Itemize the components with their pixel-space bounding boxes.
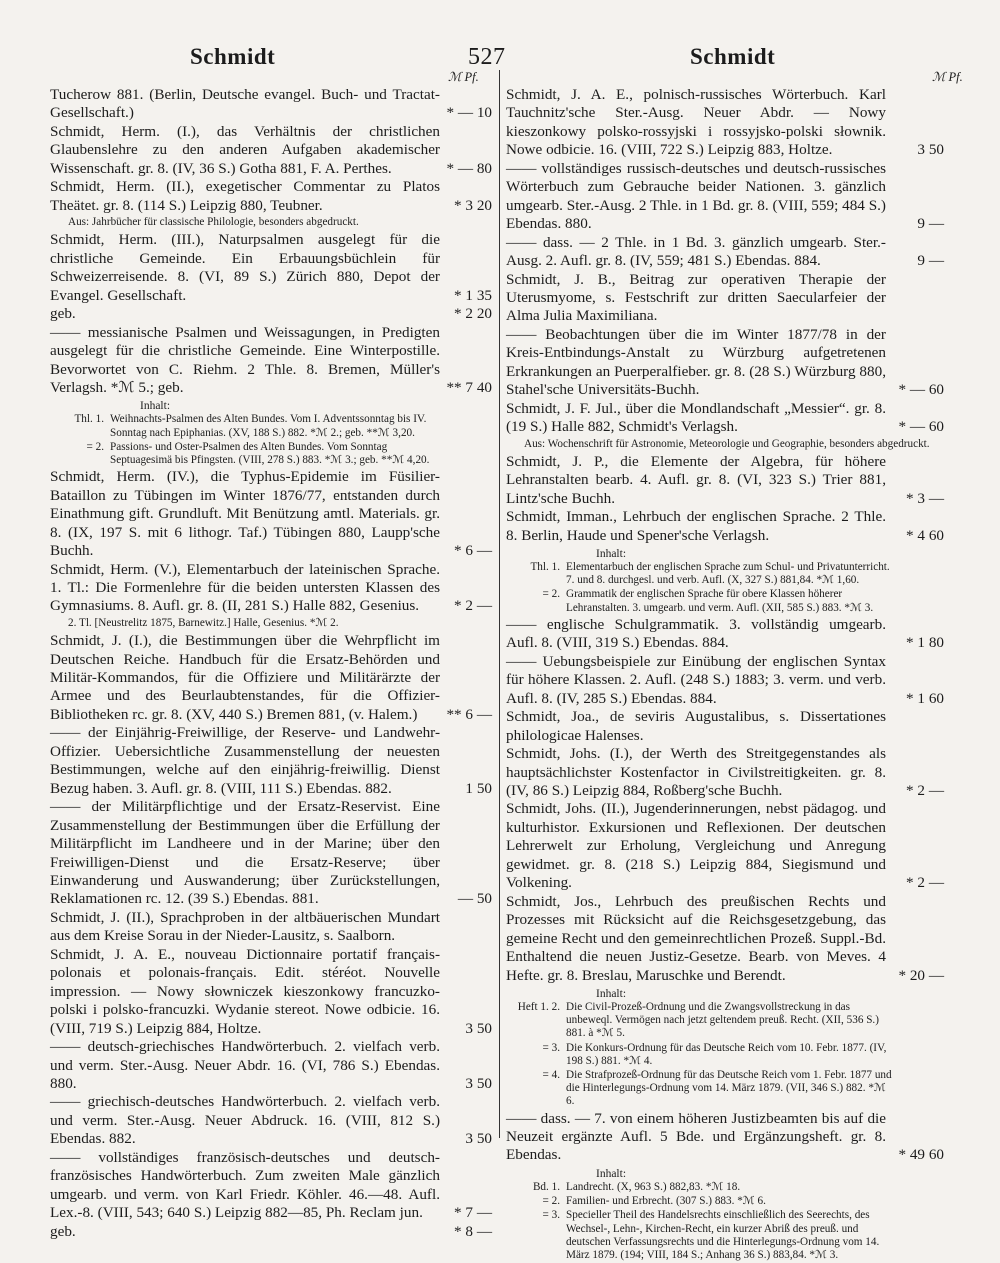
entry-text: —— dass. — 7. von einem höheren Justizbeamten bis auf die Neuzeit ergänzte Aufl. 5 Bde. und Ergänzungsheft. gr. 8. Ebendas. [506, 1109, 886, 1164]
bibliography-entry [506, 708, 944, 745]
contents-item-label: = 4. [542, 1068, 560, 1081]
bibliography-entry [50, 231, 492, 305]
entry-text: —— Beobachtungen über die im Winter 1877/78 in der Kreis-Entbindungs-Anstalt zu Würzburg aufgetretenen Erkrankungen an Puerperalfieber. gr. 8. (28 S.) Würzburg 880, Stahel'sche Universitäts-Buchh. [506, 325, 886, 399]
entry-text: Schmidt, Imman., Lehrbuch der englischen Sprache. 2 Thle. 8. Berlin, Haude und Spener'sche Verlagsh. [506, 508, 886, 544]
entry-text: Schmidt, Johs. (II.), Jugenderinnerungen, nebst pädagog. und kulturhistor. Exkursionen und Reflexionen. Der deutschen Lehrerwelt zur Erholung, Vergleichung und Anregung gewidmet. gr. 8. (218 S.) Leipzig 884, Siegismund und Volkening. [506, 800, 886, 892]
entry-price: — 50 [457, 890, 492, 908]
entry-price: * 6 — [454, 542, 492, 560]
entry-price: * 3 — [906, 489, 944, 507]
bibliography-entry [506, 653, 944, 708]
bibliography-entry [506, 616, 944, 653]
contents-item-text: Die Civil-Prozeß-Ordnung und die Zwangsvollstreckung in das unbeweql. Vermögen nach jetzt geltendem preuß. Recht. (XII, 536 S.) 881. à *ℳ 5. [566, 1000, 879, 1040]
contents-item-label: Thl. 1. [74, 413, 104, 426]
column-divider [499, 70, 500, 1138]
running-head-left: Schmidt [190, 44, 276, 69]
entry-text: —— messianische Psalmen und Weissagungen, in Predigten ausgelegt für die christliche Gemeinde. Eine Winterpostille. Bevorwortet von C. Riehm. 2 Thle. 8. Bremen, Müller's Verlagsh. *ℳ 5.; geb. [50, 323, 440, 396]
entry-text: —— griechisch-deutsches Handwörterbuch. 2. vielfach verb. und verm. Ster.-Ausg. Neuer Abdruck. 16. (VIII, 812 S.) Ebendas. 882. [50, 1093, 440, 1148]
entry-price: 3 50 [465, 1074, 492, 1092]
bibliography-entry [50, 1223, 492, 1241]
entry-price: * 20 — [898, 966, 944, 984]
bibliography-entry [50, 1038, 492, 1093]
entry-price: 3 50 [917, 141, 944, 159]
entry-text: —— Uebungsbeispiele zur Einübung der englischen Syntax für höhere Klassen. 2. Aufl. (248 S.) 1883; 3. verm. und verb. Aufl. 8. (IV, 285 S.) Ebendas. 884. [506, 652, 886, 707]
entry-text: —— vollständiges russisch-deutsches und deutsch-russisches Wörterbuch zum Gebrauche beider Nationen. 3. gänzlich umgearb. Ster.-Ausg. 2 Thle. in 1 Bd. gr. 8. (VIII, 559; 484 S.) Ebendas. 880. [506, 159, 886, 233]
bibliography-entry [506, 508, 944, 545]
entry-price: * 8 — [454, 1222, 492, 1240]
bibliography-entry [50, 1093, 492, 1148]
entry-text: Schmidt, J. F. Jul., über die Mondlandschaft „Messier“. gr. 8. (19 S.) Halle 882, Schmidt's Verlagsh. [506, 399, 886, 436]
entry-text: Schmidt, J. P., die Elemente der Algebra, für höhere Lehranstalten bearb. 4. Aufl. gr. 8. (VI, 323 S.) Trier 881, Lintz'sche Buchh. [506, 452, 886, 507]
bibliography-entry [506, 800, 944, 892]
contents-item [506, 1001, 944, 1041]
bibliography-entry [50, 305, 492, 323]
entry-text: Schmidt, Johs. (I.), der Werth des Streitgegenstandes als hauptsächlichster Kostenfactor in Civilstreitigkeiten. gr. 8. (IV, 86 S.) Leipzig 884, Roßberg'sche Buchh. [506, 745, 886, 799]
entry-text: Schmidt, Herm. (I.), das Verhältnis der christlichen Glaubenslehre zu den anderen Aufgaben akademischer Wissenschaft. gr. 8. (IV, 36 S.) Gotha 881, F. A. Perthes. [50, 122, 440, 177]
bibliography-entry [506, 234, 944, 271]
entry-text: Schmidt, Herm. (IV.), die Typhus-Epidemie im Füsilier-Bataillon zu Tübingen im Winter 1876/77, entstanden durch Einathmung gift. Grundluft. Mit Benützung amtl. Materials. gr. 8. (IX, 197 S. mit 6 lithogr. Taf.) Tübingen 880, Laupp'sche Buchh. [50, 468, 440, 560]
entry-price: * — 10 [446, 104, 492, 122]
entry-text: Schmidt, Herm. (V.), Elementarbuch der lateinischen Sprache. 1. Tl.: Die Formenlehre für die beiden untersten Klassen des Gymnasiums. 8. Aufl. gr. 8. (II, 281 S.) Halle 882, Gesenius. [50, 560, 440, 615]
entry-price: * 1 35 [454, 286, 492, 304]
entry-price: ** 6 — [446, 705, 492, 723]
entry-price: 9 — [917, 215, 944, 233]
bibliography-entry [50, 909, 492, 946]
contents-item [506, 1042, 944, 1068]
entry-text: Schmidt, J. B., Beitrag zur operativen Therapie der Uterusmyome, s. Festschrift zur dritten Saecularfeier der Alma Julia Maximiliana. [506, 270, 886, 325]
contents-item-text: Die Konkurs-Ordnung für das Deutsche Reich vom 10. Febr. 1877. (IV, 198 S.) 881. *ℳ 4. [566, 1041, 887, 1067]
entry-text: Schmidt, Herm. (II.), exegetischer Commentar zu Platos Theätet. gr. 8. (114 S.) Leipzig 880, Teubner. [50, 178, 440, 214]
bibliography-entry [50, 946, 492, 1038]
contents-item [50, 441, 492, 467]
contents-item-label: = 3. [542, 1209, 560, 1222]
entry-price: * 2 — [454, 597, 492, 615]
bibliography-entry [50, 178, 492, 215]
bibliography-entry [50, 798, 492, 909]
bibliography-entry [50, 561, 492, 616]
entry-note: Aus: Jahrbücher für classische Philologie, besonders abgedruckt. [68, 216, 359, 229]
entry-text: Schmidt, Herm. (III.), Naturpsalmen ausgelegt für die christliche Gemeinde. Ein Erbauungsbüchlein für Schweizerreisende. 8. (VI, 89 S.) Zürich 880, Depot der Evangel. Gesellschaft. [50, 231, 440, 304]
running-head-right: Schmidt [690, 44, 776, 69]
entry-text: —— dass. — 2 Thle. in 1 Bd. 3. gänzlich umgearb. Ster.-Ausg. 2. Aufl. gr. 8. (IV, 559; 481 S.) Ebendas. 884. [506, 233, 886, 270]
bibliography-entry [506, 326, 944, 400]
bibliography-entry [50, 123, 492, 178]
entry-price: * 1 80 [906, 634, 944, 652]
entry-price: * 4 60 [906, 526, 944, 544]
contents-item-text: Die Strafprozeß-Ordnung für das Deutsche Reich vom 1. Febr. 1877 und die Hinterlegungs-Ordnung vom 14. März 1879. (VII, 346 S.) 882. *ℳ 6. [566, 1068, 892, 1108]
entry-price: * — 60 [898, 418, 944, 436]
entry-text: geb. [50, 1222, 76, 1240]
contents-item [506, 561, 944, 587]
entry-text: —— deutsch-griechisches Handwörterbuch. 2. vielfach verb. und verm. Ster.-Ausg. Neuer Abdr. 16. (VI, 786 S.) Ebendas. 880. [50, 1038, 440, 1092]
entry-text: geb. [50, 305, 76, 323]
bibliography-entry [506, 893, 944, 985]
contents-item-text: Specieller Theil des Handelsrechts einschließlich des Seerechts, des Wechsel-, Lehn-, Kirchen-Recht, ein kurzer Abriß des preuß. und deutschen Verfassungsrechts und die Hinterlegungs-Ordnung vom 14. März 1879. (194; VIII, 184 S.; Anhang 36 S.) 883,84. *ℳ 3. [566, 1209, 880, 1261]
contents-item [506, 588, 944, 614]
right-column [506, 86, 944, 1263]
entry-price: * 2 — [906, 874, 944, 892]
contents-item-text: Familien- und Erbrecht. (307 S.) 883. *ℳ 6. [566, 1195, 766, 1208]
bibliography-entry [506, 453, 944, 508]
contents-item-label: = 2. [542, 1195, 560, 1208]
bibliography-entry [50, 1149, 492, 1223]
entry-text: —— vollständiges französisch-deutsches und deutsch-französisches Handwörterbuch. Zum zweiten Male gänzlich umgearb. und verm. von Karl Friedr. Köhler. 46.—48. Aufl. Lex.-8. (VIII, 543; 640 S.) Leipzig 882—85, Ph. Reclam jun. [50, 1148, 440, 1222]
entry-text: Schmidt, J. A. E., nouveau Dictionnaire portatif français-polonais et polonais-français. Edit. stéréot. Nouvelle impression. — Nowy słowniczek kieszonkowy francuzko-polski i polsko-francuzki. Wydanie stereot. Nowe odbicie. 16. (VIII, 719 S.) Leipzig 884, Holtze. [50, 945, 440, 1037]
contents-item-label: = 2. [86, 440, 104, 453]
entry-text: —— der Einjährig-Freiwillige, der Reserve- und Landwehr-Offizier. Uebersichtliche Zusammenstellung der neuesten Bestimmungen, welche auf den einjährig-freiwillig. Dienst Bezug haben. 3. Aufl. gr. 8. (VIII, 111 S.) Ebendas. 882. [50, 724, 440, 797]
entry-price: * 3 20 [454, 196, 492, 214]
entry-text: —— der Militärpflichtige und der Ersatz-Reservist. Eine Zusammenstellung der Bestimmungen über die Erfüllung der Militärpflicht im Landheere und in der Marine; über den Freiwilligen-Dienst und die Ersatz-Reserve; über Einwanderung und Auswanderung; über Zurückstellungen, Reklamationen rc. 12. (39 S.) Ebendas. 881. [50, 798, 440, 908]
entry-price: * 49 60 [898, 1146, 944, 1164]
entry-price: 1 50 [465, 779, 492, 797]
currency-header-right: ℳ Pf. [932, 70, 963, 84]
page-number: 527 [468, 44, 506, 70]
bibliography-entry [50, 468, 492, 560]
bibliography-entry [506, 400, 944, 437]
contents-item [50, 413, 492, 439]
bibliography-entry [50, 86, 492, 123]
contents-item [506, 1195, 944, 1208]
contents-item [506, 1209, 944, 1262]
contents-item-text: Landrecht. (X, 963 S.) 882,83. *ℳ 18. [566, 1180, 741, 1193]
entry-price: * — 80 [446, 159, 492, 177]
entry-text: Tucherow 881. (Berlin, Deutsche evangel. Buch- und Tractat-Gesellschaft.) [50, 86, 440, 122]
bibliography-entry [506, 160, 944, 234]
contents-item-label: Thl. 1. [530, 561, 560, 574]
contents-item [506, 1069, 944, 1109]
contents-item [506, 1181, 944, 1194]
entry-price: 3 50 [465, 1019, 492, 1037]
contents-item-label: Bd. 1. [532, 1180, 560, 1193]
entry-text: Schmidt, J. (I.), die Bestimmungen über die Wehrpflicht im Deutschen Reiche. Handbuch für die Ersatz-Behörden und Militär-Kommandos, für die Offiziere und Militärärzte der Armee und des Beurlaubtenstandes, für die Offizier-Bibliotheken rc. gr. 8. (XV, 440 S.) Bremen 881, (v. Halem.) [50, 632, 440, 723]
entry-price: * 1 60 [906, 689, 944, 707]
left-column [50, 86, 492, 1241]
bibliography-entry [50, 324, 492, 398]
contents-heading: Inhalt: [596, 548, 627, 561]
bibliography-entry [506, 86, 944, 160]
contents-item-label: Heft 1. 2. [517, 1000, 560, 1013]
contents-heading: Inhalt: [140, 400, 171, 413]
currency-header-left: ℳ Pf. [448, 70, 479, 84]
entry-price: ** 7 40 [446, 379, 492, 396]
contents-item-text: Elementarbuch der englischen Sprache zum Schul- und Privatunterricht. 7. und 8. durchgesl. und verb. Aufl. (X, 327 S.) 881,84. *ℳ 1,60. [566, 561, 890, 587]
contents-item-label: = 3. [542, 1041, 560, 1054]
entry-text: Schmidt, J. (II.), Sprachproben in der altbäuerischen Mundart aus dem Kreise Sorau in der Nieder-Lausitz, s. Saalborn. [50, 908, 440, 945]
bibliography-entry [506, 745, 944, 800]
entry-text: Schmidt, Joa., de seviris Augustalibus, s. Dissertationes philologicae Halenses. [506, 708, 886, 744]
contents-heading: Inhalt: [596, 987, 627, 1000]
entry-price: * 2 20 [454, 305, 492, 323]
contents-item-label: = 2. [542, 588, 560, 601]
contents-item-text: Passions- und Oster-Psalmen des Alten Bundes. Vom Sonntag Septuagesimä bis Pfingsten. (VIII, 278 S.) 883. *ℳ 3.; geb. **ℳ 4,20. [110, 440, 430, 467]
contents-item-text: Grammatik der englischen Sprache für obere Klassen höherer Lehranstalten. 3. umgearb. und verm. Aufl. (XII, 585 S.) 883. *ℳ 3. [566, 588, 874, 614]
bibliography-entry [506, 1110, 944, 1165]
entry-price: 9 — [917, 252, 944, 270]
bibliography-entry [50, 724, 492, 798]
contents-heading: Inhalt: [596, 1167, 627, 1180]
entry-price: * — 60 [898, 381, 944, 399]
entry-text: Schmidt, J. A. E., polnisch-russisches Wörterbuch. Karl Tauchnitz'sche Ster.-Ausg. Neuer Abdr. — Nowy kieszonkowy polsko-rossyjski i rossyjsko-polski słownik. Nowe odbicie. 16. (VIII, 722 S.) Leipzig 883, Holtze. [506, 86, 886, 159]
entry-note: 2. Tl. [Neustrelitz 1875, Barnewitz.] Halle, Gesenius. *ℳ 2. [68, 616, 339, 629]
entry-text: —— englische Schulgrammatik. 3. vollständig umgearb. Aufl. 8. (VIII, 319 S.) Ebendas. 884. [506, 615, 886, 652]
entry-text: Schmidt, Jos., Lehrbuch des preußischen Rechts und Prozesses mit Rücksicht auf die Reichsgesetzgebung, das gemeine Recht und den gemeinrechtlichen Prozeß. Suppl.-Bd. Enthaltend die neuen Justiz-Gesetze. Bearb. von Meves. 4 Hefte. gr. 8. Breslau, Maruschke und Berendt. [506, 892, 886, 984]
entry-price: * 7 — [454, 1204, 492, 1222]
entry-price: * 2 — [906, 781, 944, 799]
bibliography-entry [506, 271, 944, 326]
contents-item-text: Weihnachts-Psalmen des Alten Bundes. Vom I. Adventssonntag bis IV. Sonntag nach Epiphanias. (XV, 188 S.) 882. *ℳ 2.; geb. **ℳ 3,20. [110, 413, 427, 439]
entry-price: 3 50 [465, 1130, 492, 1148]
entry-note: Aus: Wochenschrift für Astronomie, Meteorologie und Geographie, besonders abgedruckt. [524, 437, 930, 450]
bibliography-entry [50, 632, 492, 724]
